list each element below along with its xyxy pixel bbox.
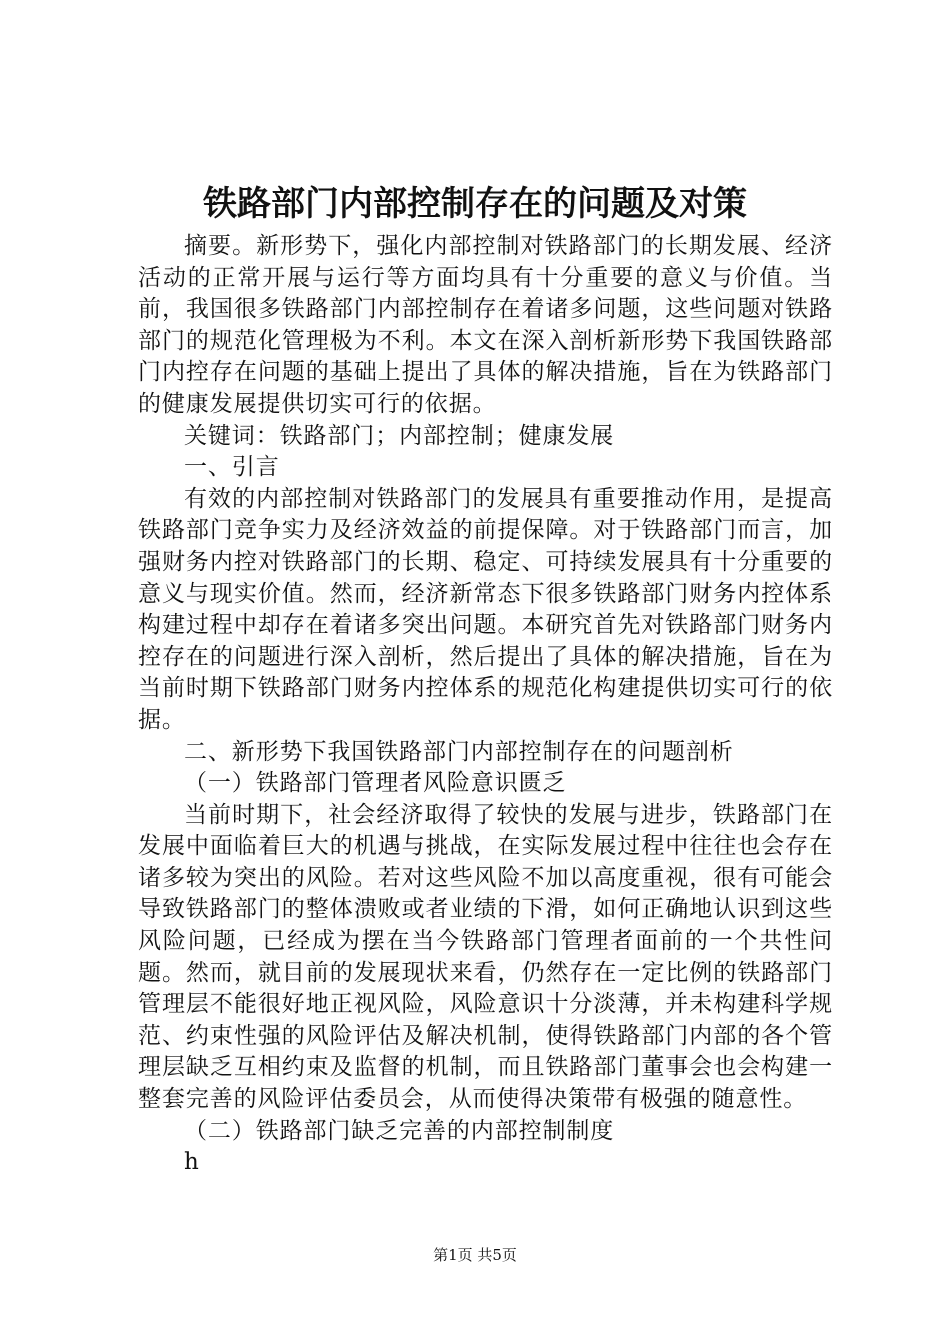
trailing-text: h [184,1149,200,1176]
abstract-paragraph: 摘要。新形势下，强化内部控制对铁路部门的长期发展、经济活动的正常开展与运行等方面均具有十分重要的意义与价值。当前，我国很多铁路部门内部控制存在着诸多问题，这些问题对铁路部门的规范化管理极为不利。本文在深入剖析新形势下我国铁路部门内控存在问题的基础上提出了具体的解决措施，旨在为铁路部门的健康发展提供切实可行的依据。 [138,233,833,417]
page-number-footer: 第1页 共5页 [433,1246,517,1264]
subsection-heading-risk-awareness: （一）铁路部门管理者风险意识匮乏 [184,770,567,797]
subsection-heading-control-system: （二）铁路部门缺乏完善的内部控制制度 [184,1117,615,1144]
introduction-paragraph: 有效的内部控制对铁路部门的发展具有重要推动作用，是提高铁路部门竞争实力及经济效益的前提保障。对于铁路部门而言，加强财务内控对铁路部门的长期、稳定、可持续发展具有十分重要的意义与现实价值。然而，经济新常态下很多铁路部门财务内控体系构建过程中却存在着诸多突出问题。本研究首先对铁路部门财务内控存在的问题进行深入剖析，然后提出了具体的解决措施，旨在为当前时期下铁路部门财务内控体系的规范化构建提供切实可行的依据。 [138,485,833,733]
section-heading-introduction: 一、引言 [184,454,280,481]
document-body [138,231,833,1179]
section-heading-problems: 二、新形势下我国铁路部门内部控制存在的问题剖析 [184,738,734,765]
document-title: 铁路部门内部控制存在的问题及对策 [203,184,747,224]
keywords-line: 关键词：铁路部门；内部控制；健康发展 [184,422,615,449]
risk-awareness-paragraph: 当前时期下，社会经济取得了较快的发展与进步，铁路部门在发展中面临着巨大的机遇与挑战，在实际发展过程中往往也会存在诸多较为突出的风险。若对这些风险不加以高度重视，很有可能会导致铁路部门的整体溃败或者业绩的下滑，如何正确地认识到这些风险问题，已经成为摆在当今铁路部门管理者面前的一个共性问题。然而，就目前的发展现状来看，仍然存在一定比例的铁路部门管理层不能很好地正视风险，风险意识十分淡薄，并未构建科学规范、约束性强的风险评估及解决机制，使得铁路部门内部的各个管理层缺乏互相约束及监督的机制，而且铁路部门董事会也会构建一整套完善的风险评估委员会，从而使得决策带有极强的随意性。 [138,801,833,1113]
